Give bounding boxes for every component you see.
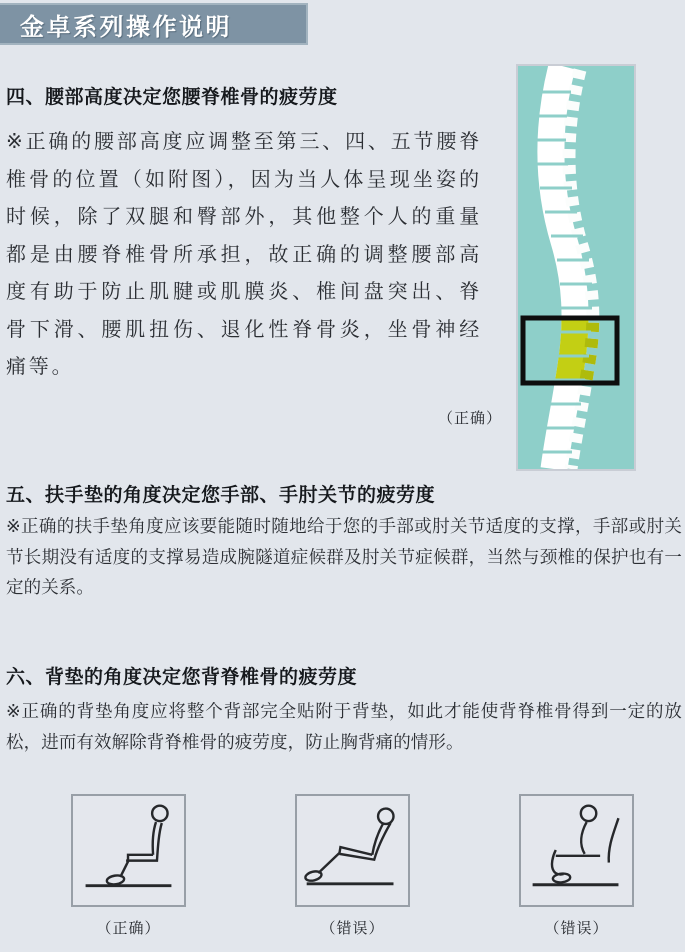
section-5-body: ※正确的扶手垫角度应该要能随时随地给于您的手部或肘关节适度的支撑，手部或肘关节长期没有适度的支撑易造成腕隧道症候群及肘关节症候群，当然与颈椎的保护也有一定的关系。 (6, 516, 682, 597)
posture-caption-wrong-1: （错误） (320, 920, 385, 937)
spine-illustration (516, 64, 636, 471)
upright-posture-icon (73, 796, 184, 905)
posture-caption-wrong-2: （错误） (544, 920, 609, 937)
section-6-heading: 六、背垫的角度决定您背脊椎骨的疲劳度 (6, 667, 358, 688)
posture-figure-correct (71, 794, 186, 907)
posture-caption-correct: （正确） (96, 920, 161, 937)
posture-figure-hunched (519, 794, 634, 907)
posture-figure-reclined (295, 794, 410, 907)
reclined-posture-icon (297, 796, 408, 905)
section-4-heading: 四、腰部高度决定您腰脊椎骨的疲劳度 (6, 87, 338, 108)
spine-caption: （正确） (438, 410, 503, 427)
spine-image (518, 66, 634, 469)
section-4-body: ※正确的腰部高度应调整至第三、四、五节腰脊椎骨的位置（如附图），因为当人体呈现坐姿的时候，除了双腿和臀部外，其他整个人的重量都是由腰脊椎骨所承担，故正确的调整腰部高度有助于防止肌腱或肌膜炎、椎间盘突出、脊骨下滑、腰肌扭伤、退化性脊骨炎，坐骨神经痛等。 (6, 131, 482, 378)
hunched-posture-icon (521, 796, 632, 905)
page-title: 金卓系列操作说明 (20, 13, 232, 41)
section-6-body: ※正确的背垫角度应将整个背部完全贴附于背垫，如此才能使背脊椎骨得到一定的放松，进而有效解除背脊椎骨的疲劳度，防止胸背痛的情形。 (6, 701, 682, 752)
page-header-bar (0, 3, 308, 45)
section-5-heading: 五、扶手垫的角度决定您手部、手肘关节的疲劳度 (6, 485, 436, 506)
